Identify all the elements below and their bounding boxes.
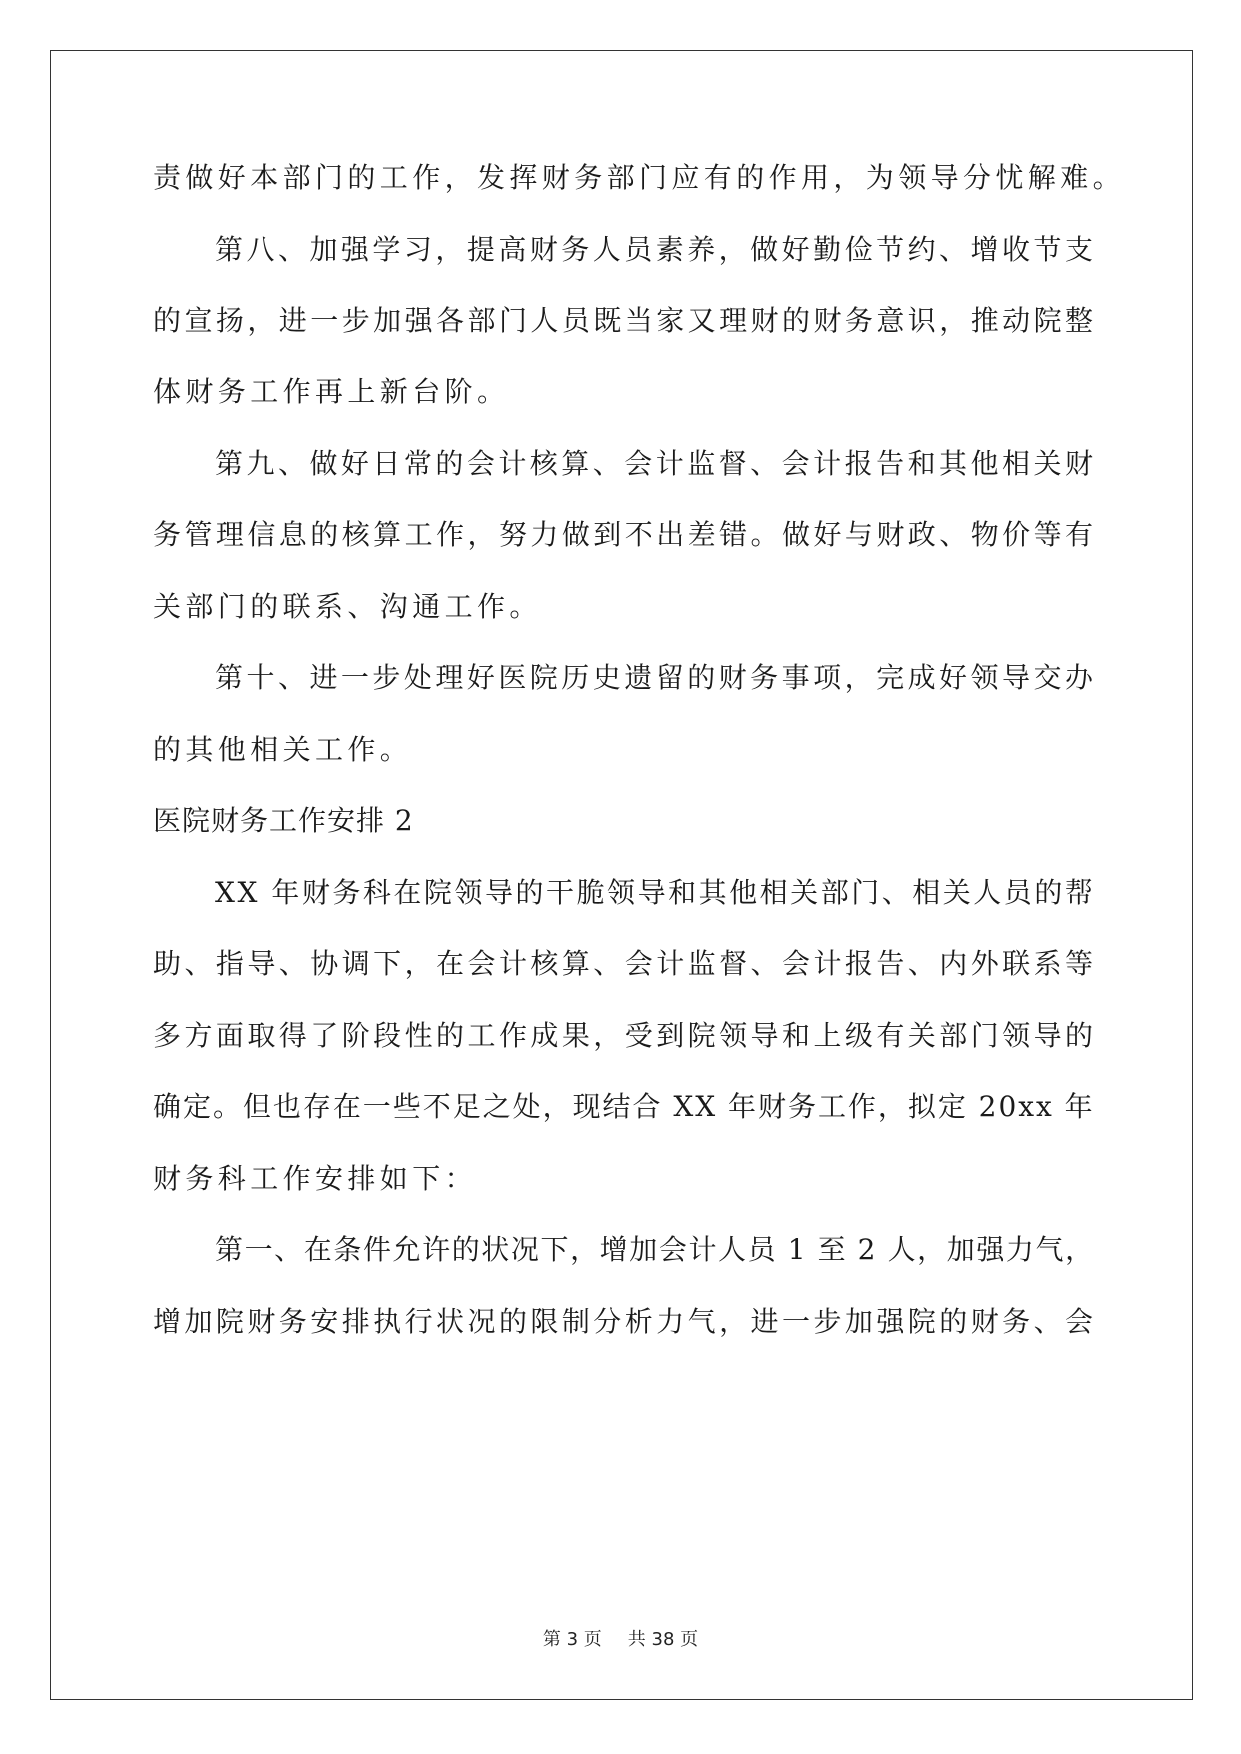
text-line: 确定。但也存在一些不足之处，现结合 XX 年财务工作，拟定 20xx 年: [153, 1090, 1095, 1123]
text-line: 务管理信息的核算工作，努力做到不出差错。做好与财政、物价等有: [153, 518, 1097, 551]
text-line: 增加院财务安排执行状况的限制分析力气，进一步加强院的财务、会: [153, 1305, 1097, 1338]
text-line: 财务科工作安排如下：: [153, 1162, 478, 1195]
text-line: 多方面取得了阶段性的工作成果，受到院领导和上级有关部门领导的: [153, 1019, 1097, 1052]
page-number: 第 3 页: [542, 1629, 602, 1650]
text-line: 关部门的联系、沟通工作。: [153, 590, 542, 623]
section-heading: 医院财务工作安排 2: [153, 804, 414, 837]
text-line: 责做好本部门的工作，发挥财务部门应有的作用，为领导分忧解难。: [153, 161, 1126, 194]
text-line: 第九、做好日常的会计核算、会计监督、会计报告和其他相关财: [215, 447, 1097, 480]
page-footer: [0, 1625, 1241, 1651]
text-line: 助、指导、协调下，在会计核算、会计监督、会计报告、内外联系等: [153, 947, 1097, 980]
text-line: 第八、加强学习，提高财务人员素养，做好勤俭节约、增收节支: [215, 233, 1097, 266]
text-line: 第一、在条件允许的状况下，增加会计人员 1 至 2 人，加强力气，: [215, 1233, 1095, 1266]
text-line: 的宣扬，进一步加强各部门人员既当家又理财的财务意识，推动院整: [153, 304, 1097, 337]
text-line: 体财务工作再上新台阶。: [153, 375, 510, 408]
text-line: 的其他相关工作。: [153, 733, 413, 766]
text-line: 第十、进一步处理好医院历史遗留的财务事项，完成好领导交办: [215, 661, 1097, 694]
text-line: XX 年财务科在院领导的干脆领导和其他相关部门、相关人员的帮: [215, 876, 1096, 909]
page-total: 共 38 页: [627, 1629, 699, 1650]
